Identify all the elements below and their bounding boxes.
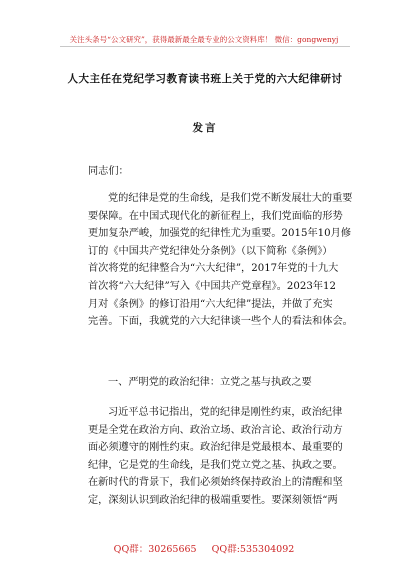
- paragraph-line: 纪律，它是党的生命线，是我们党立党之基、执政之要。: [88, 459, 343, 471]
- document-title: 人大主任在党纪学习教育读书班上关于党的六大纪律研讨: [67, 73, 343, 85]
- paragraph-political-discipline: [88, 404, 352, 510]
- footer-qq-group-1: QQ群：30265665: [113, 544, 197, 555]
- paragraph-line: 习近平总书记指出，党的纪律是刚性约束，政治纪律: [108, 407, 343, 418]
- paragraph-line: 面必须遵守的刚性约束。政治纪律是党最根本、最重要的: [88, 442, 343, 454]
- paragraph-line: 首次将“六大纪律”写入《中国共产党章程》。2023年12: [88, 280, 336, 292]
- paragraph-line: 完善。下面，我就党的六大纪律谈一些个人的看法和体会。: [88, 316, 353, 328]
- paragraph-line: 在新时代的背景下，我们必须始终保持政治上的清醒和坚: [88, 477, 343, 489]
- section-heading: 一、严明党的政治纪律：立党之基与执政之要: [108, 377, 312, 388]
- paragraph-line: 党的纪律是党的生命线，是我们党不断发展壮大的重要: [108, 193, 353, 204]
- paragraph-line: 更加复杂严峻，加强党的纪律性尤为重要。2015年10月修: [88, 228, 352, 240]
- document-title-continuation: 发言: [192, 122, 218, 134]
- header-banner: 关注头条号“公文研究”，获得最新最全最专业的公文资料库！ 微信：gongwenyj: [69, 35, 339, 44]
- paragraph-line: 订的《中国共产党纪律处分条例》（以下简称《条例》）: [88, 245, 333, 257]
- paragraph-line: 更是全党在政治方向、政治立场、政治言论、政治行动方: [88, 424, 343, 436]
- paragraph-line: 首次将党的纪律整合为“六大纪律”，2017年党的十九大: [88, 263, 339, 275]
- paragraph-line: 要保障。在中国式现代化的新征程上，我们党面临的形势: [88, 210, 343, 222]
- footer: [0, 541, 408, 555]
- header-divider: [60, 46, 350, 47]
- footer-qq-group-2: QQ群:535304092: [211, 544, 295, 555]
- paragraph-line: 月对《条例》的修订沿用“六大纪律”提法，并做了充实: [88, 298, 333, 310]
- paragraph-line: 定，深刻认识到政治纪律的极端重要性。要深刻领悟“两: [88, 494, 338, 506]
- paragraph-introduction: [88, 190, 352, 331]
- salutation: 同志们：: [88, 166, 129, 177]
